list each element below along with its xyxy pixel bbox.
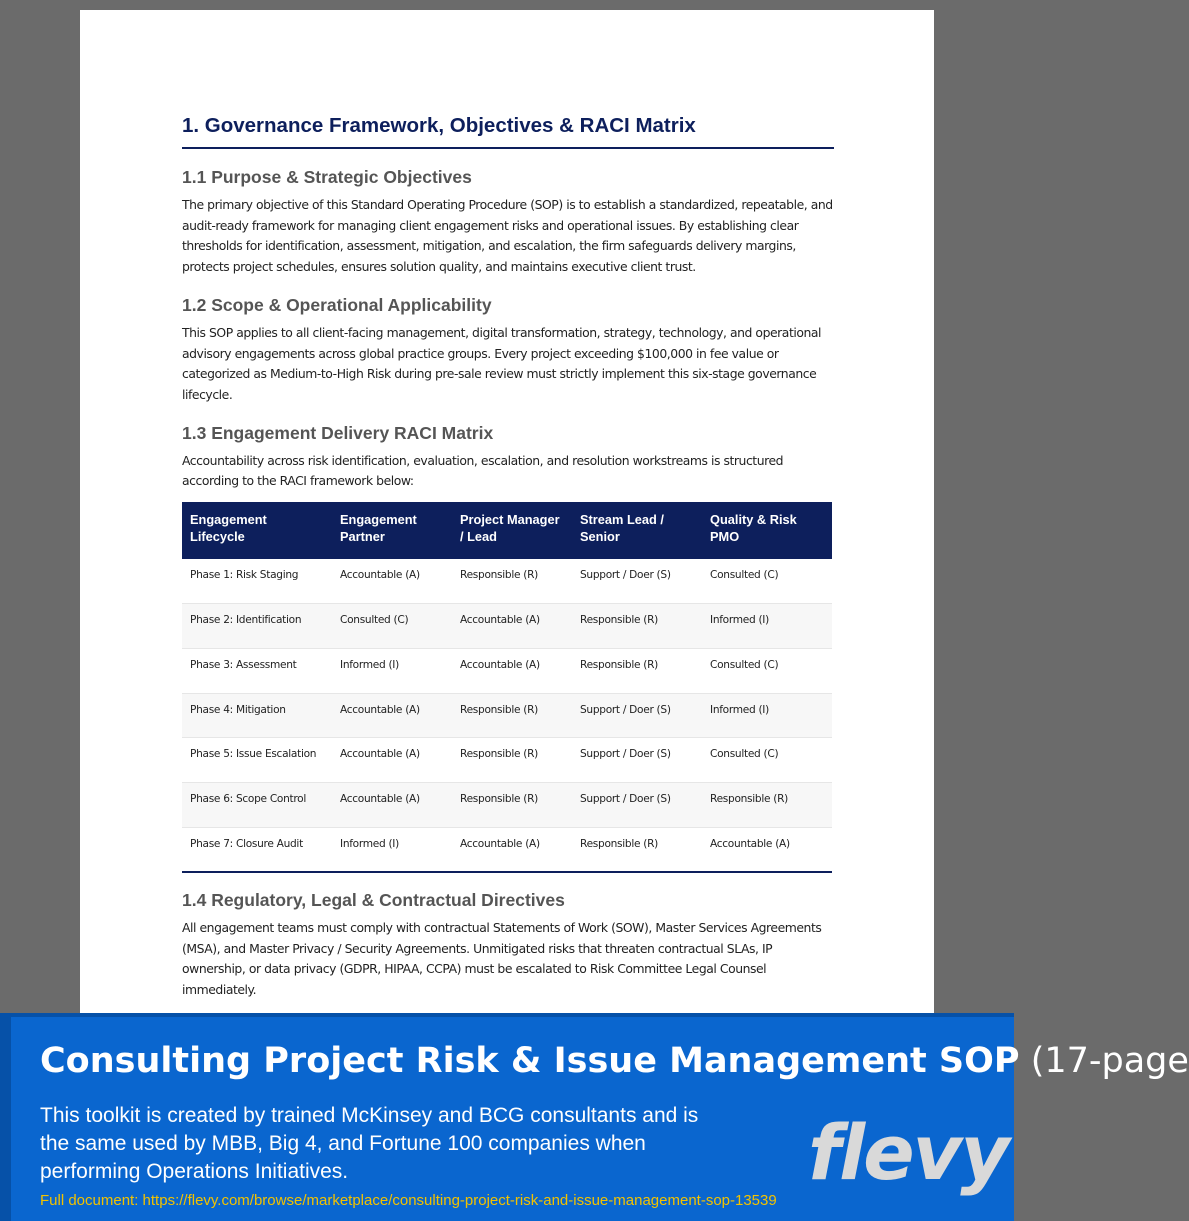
table-cell: Informed (I) [702, 604, 832, 649]
table-cell: Accountable (A) [332, 693, 452, 738]
table-cell: Consulted (C) [702, 559, 832, 604]
table-cell: Informed (I) [702, 693, 832, 738]
table-cell: Support / Doer (S) [572, 782, 702, 827]
table-cell: Informed (I) [332, 648, 452, 693]
table-row [182, 782, 832, 827]
table-cell: Responsible (R) [702, 782, 832, 827]
table-cell: Phase 2: Identification [182, 604, 332, 649]
table-cell: Responsible (R) [452, 559, 572, 604]
table-cell: Accountable (A) [332, 782, 452, 827]
banner-title-suffix: (17-page [1030, 1041, 1189, 1081]
table-cell: Phase 7: Closure Audit [182, 827, 332, 872]
table-cell: Phase 1: Risk Staging [182, 559, 332, 604]
raci-header-cell: Quality & Risk PMO [710, 512, 797, 545]
table-row [182, 738, 832, 783]
banner-stripe [0, 1017, 11, 1221]
table-cell: Accountable (A) [452, 827, 572, 872]
table-cell: Accountable (A) [332, 559, 452, 604]
raci-header-cell: Stream Lead / Senior [580, 512, 664, 545]
table-cell: Support / Doer (S) [572, 693, 702, 738]
table-cell: Phase 5: Issue Escalation [182, 738, 332, 783]
section-title-raci: 1.3 Engagement Delivery RACI Matrix [182, 422, 494, 443]
banner-title [40, 1041, 1189, 1081]
raci-header-row [182, 502, 832, 559]
promo-banner [0, 1013, 1189, 1221]
section-title-purpose: 1.1 Purpose & Strategic Objectives [182, 167, 472, 187]
page-title: 1. Governance Framework, Objectives & RACI Matrix [182, 114, 834, 149]
section-body-regulatory: All engagement teams must comply with contractual Statements of Work (SOW), Master Services Agreements (MSA), and Master Privacy / Security Agreements. Unmitigated risks that threaten contractual SLAs, IP ownership, or data privacy (GDPR, HIPAA, CCPA) must be escalated to Risk Committee Legal Counsel immediately. [182, 919, 822, 997]
table-row [182, 604, 832, 649]
table-row [182, 559, 832, 604]
section-body-scope: This SOP applies to all client-facing management, digital transformation, strategy, technology, and operational advisory engagements across global practice groups. Every project exceeding $100,000 in fee value or categorized as Medium-to-High Risk during pre-sale review must strictly implement this six-stage governance lifecycle. [182, 324, 822, 402]
table-cell: Phase 6: Scope Control [182, 782, 332, 827]
document-content [182, 114, 834, 1001]
flevy-logo: flevy [808, 1108, 1008, 1197]
table-cell: Phase 3: Assessment [182, 648, 332, 693]
table-row [182, 693, 832, 738]
table-cell: Responsible (R) [452, 693, 572, 738]
section-body-raci: Accountability across risk identification, evaluation, escalation, and resolution workstreams is structured according to the RACI framework below: [182, 452, 784, 489]
raci-header-cell: Engagement Partner [340, 512, 417, 545]
section-title-regulatory: 1.4 Regulatory, Legal & Contractual Directives [182, 889, 565, 910]
table-cell: Responsible (R) [572, 604, 702, 649]
table-cell: Support / Doer (S) [572, 559, 702, 604]
table-cell: Accountable (A) [452, 604, 572, 649]
table-cell: Consulted (C) [332, 604, 452, 649]
document-page [80, 10, 934, 1070]
raci-header-cell: Project Manager / Lead [460, 512, 560, 545]
table-cell: Responsible (R) [572, 648, 702, 693]
table-cell: Phase 4: Mitigation [182, 693, 332, 738]
table-cell: Informed (I) [332, 827, 452, 872]
document-link[interactable]: Full document: https://flevy.com/browse/marketplace/consulting-project-risk-and-issue-management-sop-13539 [40, 1192, 777, 1209]
section-title-scope: 1.2 Scope & Operational Applicability [182, 294, 492, 315]
table-cell: Accountable (A) [452, 648, 572, 693]
table-cell: Responsible (R) [572, 827, 702, 872]
table-cell: Support / Doer (S) [572, 738, 702, 783]
section-body-purpose: The primary objective of this Standard Operating Procedure (SOP) is to establish a standardized, repeatable, and audit-ready framework for managing client engagement risks and operational issues. By establishing clear thresholds for identification, assessment, mitigation, and escalation, the firm safeguards delivery margins, protects project schedules, ensures solution quality, and maintains executive client trust. [182, 197, 833, 275]
table-cell: Accountable (A) [702, 827, 832, 872]
table-cell: Consulted (C) [702, 738, 832, 783]
table-row [182, 827, 832, 872]
raci-header-cell: Engagement Lifecycle [190, 512, 267, 545]
table-cell: Consulted (C) [702, 648, 832, 693]
table-row [182, 648, 832, 693]
banner-title-main: Consulting Project Risk & Issue Management SOP [40, 1041, 1020, 1081]
table-cell: Responsible (R) [452, 782, 572, 827]
raci-table [182, 502, 832, 873]
table-cell: Accountable (A) [332, 738, 452, 783]
table-cell: Responsible (R) [452, 738, 572, 783]
banner-description: This toolkit is created by trained McKinsey and BCG consultants and is the same used by MBB, Big 4, and Fortune 100 companies when performing Operations Initiatives. [40, 1104, 699, 1183]
